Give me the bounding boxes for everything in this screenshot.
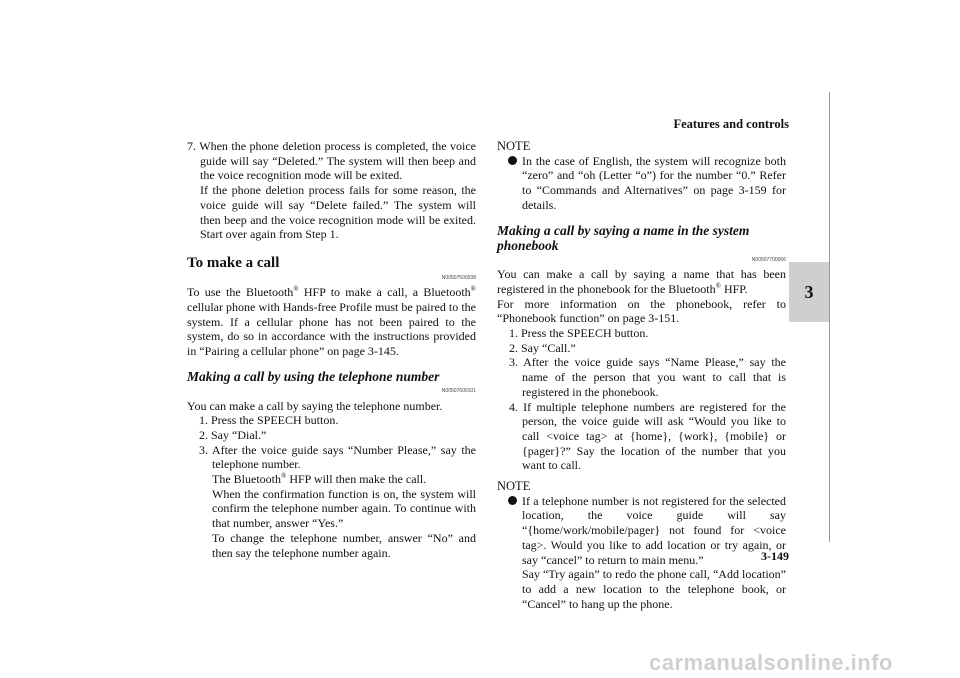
step-3: 3. After the voice guide says “Number Please,” say the telephone number. [199, 442, 476, 472]
step-7: 7. When the phone deletion process is completed, the voice guide will say “Deleted.” The system will then beep and the voice recognition mode will be exited. [187, 139, 476, 183]
chapter-tab: 3 [789, 262, 829, 322]
watermark: carmanualsonline.info [649, 650, 893, 675]
step-3-confirm: When the confirmation function is on, the system will confirm the telephone number again. To continue with that number, answer “Yes.” [212, 486, 476, 531]
ref-code: N00507600101 [441, 387, 476, 394]
name-call-paragraph: You can make a call by saying a name that has been registered in the phonebook for the Bluetooth® HFP. [497, 267, 786, 296]
heading-name-call: Making a call by saying a name in the system phonebook [497, 222, 750, 253]
step-3-call: The Bluetooth® HFP will then make the call. [212, 472, 427, 487]
running-header: Features and controls [673, 117, 789, 131]
step-4: 4. If multiple telephone numbers are registered for the person, the voice guide will ask “Would you like to call <voice tag> at {home}, {work}, {mobile} or {pager}?” Say the location of the number that you want to call. [509, 399, 786, 473]
phonebook-info: For more information on the phonebook, refer to “Phonebook function” on page 3-151. [497, 296, 786, 326]
bullet-icon [508, 496, 517, 505]
note-title: NOTE [497, 139, 531, 153]
step-2: 2. Say “Dial.” [199, 427, 267, 442]
note-bullet: If a telephone number is not registered for the selected location, the voice guide will say “{home/work/mobile/pager} not found for <voice tag>. Would you like to add location or try again, or say “cancel” to return to main menu.” [497, 494, 786, 568]
note-title: NOTE [497, 479, 531, 494]
note-continued: Say “Try again” to redo the phone call, “Add location” to add a new location to the telephone book, or “Cancel” to hang up the phone. [522, 567, 786, 611]
step-3-change: To change the telephone number, answer “No” and then say the telephone number again. [212, 530, 476, 560]
tel-intro: You can make a call by saying the telephone number. [187, 398, 443, 413]
step-2: 2. Say “Call.” [509, 340, 576, 355]
left-column [187, 139, 476, 560]
heading-telephone-number: Making a call by using the telephone number [187, 368, 440, 384]
ref-code: N00507500038 [441, 274, 476, 281]
bullet-icon [508, 156, 517, 165]
heading-make-a-call: To make a call [187, 254, 280, 271]
ref-code: N00507700056 [751, 256, 786, 263]
tab-divider [829, 92, 830, 542]
note-bullet: In the case of English, the system will recognize both “zero” and “oh (Letter “o”) for the number “0.” Refer to “Commands and Alternatives” on page 3-159 for details. [497, 154, 786, 213]
step-3: 3. After the voice guide says “Name Please,” say the name of the person that you want to call that is registered in the phonebook. [509, 355, 786, 399]
step-7-continued: If the phone deletion process fails for some reason, the voice guide will say “Delete failed.” The system will then beep and the voice recognition mode will be exited. Start over again from Step 1. [200, 183, 476, 242]
right-column [497, 139, 786, 611]
make-call-paragraph: To use the Bluetooth® HFP to make a call, a Bluetooth® cellular phone with Hands-free Profile must be paired to the system. If a cellular phone has not been paired to the system, do so in accordance with the instructions provided in “Pairing a cellular phone” on page 3-145. [187, 285, 476, 359]
step-1: 1. Press the SPEECH button. [199, 413, 339, 428]
step-1: 1. Press the SPEECH button. [509, 326, 649, 341]
page-number: 3-149 [761, 549, 789, 563]
